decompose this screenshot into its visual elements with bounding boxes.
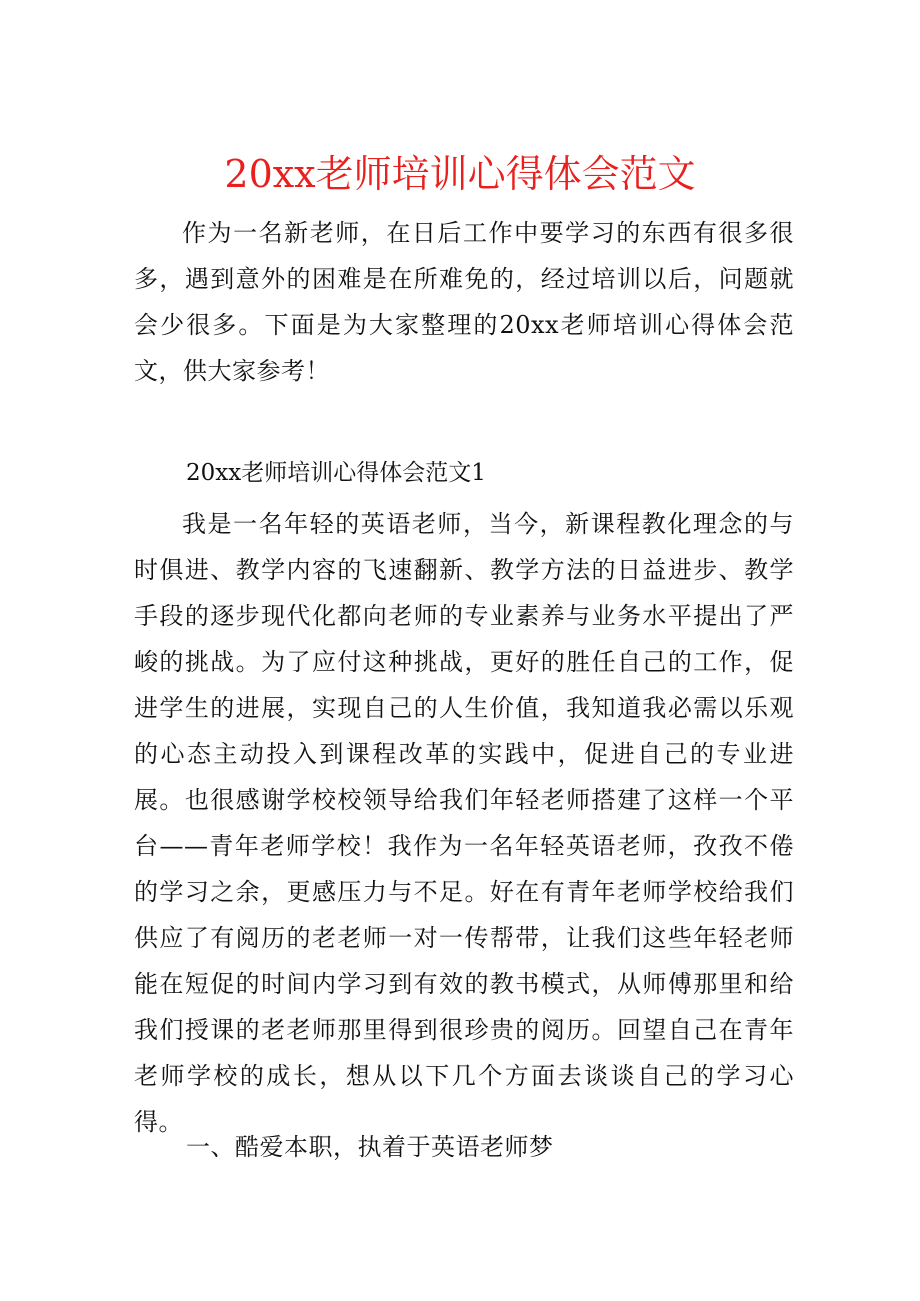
main-paragraph: 我是一名年轻的英语老师，当今，新课程教化理念的与时俱进、教学内容的飞速翻新、教学方法的日益进步、教学手段的逐步现代化都向老师的专业素养与业务水平提出了严峻的挑战。为了应付这种挑战，更好的胜任自己的工作，促进学生的进展，实现自己的人生价值，我知道我必需以乐观的心态主动投入到课程改革的实践中，促进自己的专业进展。也很感谢学校校领导给我们年轻老师搭建了这样一个平台——青年老师学校！我作为一名年轻英语老师，孜孜不倦的学习之余，更感压力与不足。好在有青年老师学校给我们供应了有阅历的老老师一对一传帮带，让我们这些年轻老师能在短促的时间内学习到有效的教书模式，从师傅那里和给我们授课的老老师那里得到很珍贵的阅历。回望自己在青年老师学校的成长，想从以下几个方面去谈谈自己的学习心得。 [134,510,794,1136]
document-title: 20xx老师培训心得体会范文 [224,152,696,196]
section-heading: 20xx老师培训心得体会范文1 [186,460,486,486]
intro-paragraph: 作为一名新老师，在日后工作中要学习的东西有很多很多，遇到意外的困难是在所难免的，经过培训以后，问题就会少很多。下面是为大家整理的20xx老师培训心得体会范文，供大家参考！ [134,219,794,385]
subheading: 一、酷爱本职，执着于英语老师梦 [186,1133,554,1161]
